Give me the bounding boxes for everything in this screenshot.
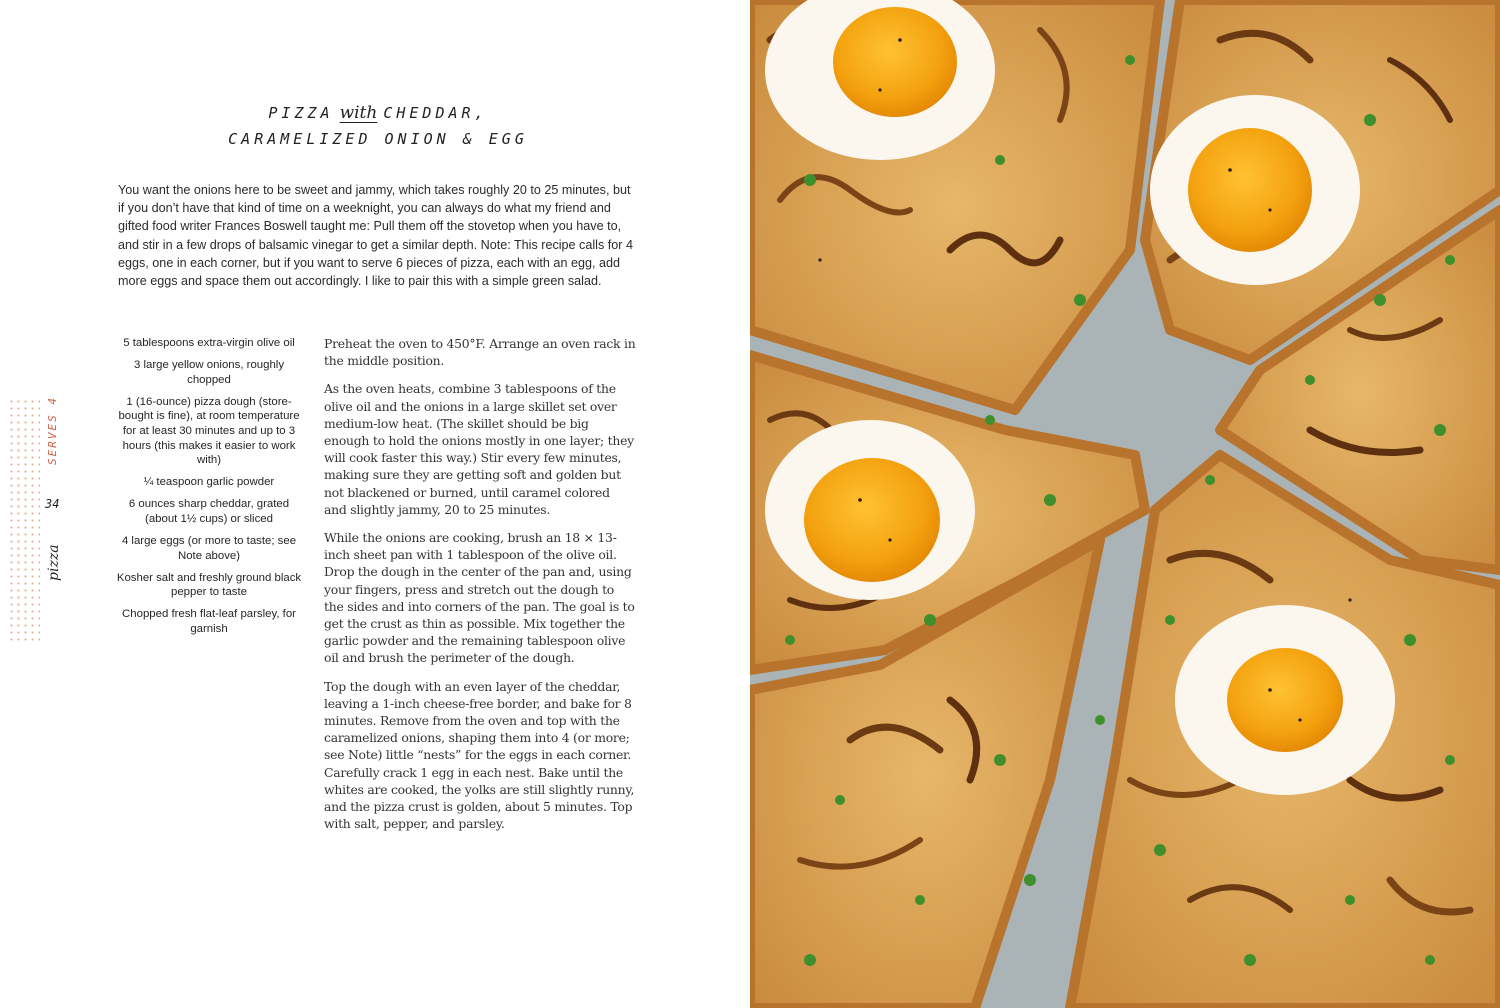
egg-yolk bbox=[1188, 128, 1312, 252]
pizza-photo bbox=[750, 0, 1500, 1008]
ingredient-item: 6 ounces sharp cheddar, grated (about 1½ cups) or sliced bbox=[128, 498, 290, 525]
egg-yolk bbox=[1227, 648, 1343, 752]
recipe-title-line-1 bbox=[118, 103, 638, 123]
ingredient-item: 5 tablespoons extra-virgin olive oil bbox=[123, 337, 295, 349]
ingredient-item: 4 large eggs (or more to taste; see Note above) bbox=[121, 535, 297, 562]
egg-yolk bbox=[804, 458, 940, 582]
ingredient-item: Chopped fresh flat-leaf parsley, for garnish bbox=[122, 608, 296, 635]
title-word-pizza: PIZZA bbox=[268, 104, 334, 122]
serves-label: SERVES 4 bbox=[46, 393, 59, 468]
method-steps bbox=[324, 335, 636, 843]
ingredient-list bbox=[114, 336, 304, 644]
pizza-illustration bbox=[750, 0, 1500, 1008]
title-word-cheddar: CHEDDAR, bbox=[383, 104, 488, 122]
ingredient-item: Kosher salt and freshly ground black pepper to taste bbox=[116, 571, 302, 599]
recipe-title-line-2: CARAMELIZED ONION & EGG bbox=[228, 130, 528, 148]
egg-yolk bbox=[833, 7, 957, 117]
ingredient-item: 1 (16-ounce) pizza dough (store-bought is fine), at room temperature for at least 30 minutes and up to 3 hours (this makes it easier to work with) bbox=[118, 395, 300, 467]
method-step: Preheat the oven to 450°F. Arrange an oven rack in the middle position. bbox=[324, 336, 636, 369]
method-step: As the oven heats, combine 3 tablespoons of the olive oil and the onions in a large skillet set over medium-low heat. (The skillet should be big enough to hold the onions mostly in one layer; they will cook faster this way.) Stir every few minutes, making sure they are getting soft and golden but not blackened or burned, until caramel colored and slightly jammy, 20 to 25 minutes. bbox=[324, 381, 634, 517]
ingredient-item: 3 large yellow onions, roughly chopped bbox=[133, 359, 285, 386]
decorative-dot-grid bbox=[8, 398, 40, 642]
ingredient-item: ¼ teaspoon garlic powder bbox=[143, 476, 275, 489]
recipe-intro: You want the onions here to be sweet and jammy, which takes roughly 20 to 25 minutes, but if you don’t have that kind of time on a weeknight, you can always do what my friend and gifted food writer Frances Boswell taught me: Pull them off the stovetop when you have to, and stir in a few drops of balsamic vinegar to get a similar depth. Note: This recipe calls for 4 eggs, one in each corner, but if you want to serve 6 pieces of pizza, each with an egg, add more eggs and space them out accordingly. I like to pair this with a simple green salad. bbox=[118, 183, 633, 289]
chapter-label: pizza bbox=[46, 541, 62, 584]
title-word-with: with bbox=[339, 103, 378, 123]
method-step: Top the dough with an even layer of the cheddar, leaving a 1-inch cheese-free border, and bake for 8 minutes. Remove from the oven and top with the caramelized onions, shaping them into 4 (or more; see Note) little “nests” for the eggs in each corner. Carefully crack 1 egg in each nest. Bake until the whites are cooked, the yolks are still slightly runny, and the pizza crust is golden, about 5 minutes. Top with salt, pepper, and parsley. bbox=[324, 678, 635, 832]
method-step: While the onions are cooking, brush an 18 × 13-inch sheet pan with 1 tablespoon of the olive oil. Drop the dough in the center of the pan and, using your fingers, press and stretch out the dough to the sides and into corners of the pan. The goal is to get the crust as thin as possible. Mix together the garlic powder and the remaining tablespoon olive oil and brush the perimeter of the dough. bbox=[324, 530, 635, 666]
page-number: 34 bbox=[45, 497, 60, 511]
